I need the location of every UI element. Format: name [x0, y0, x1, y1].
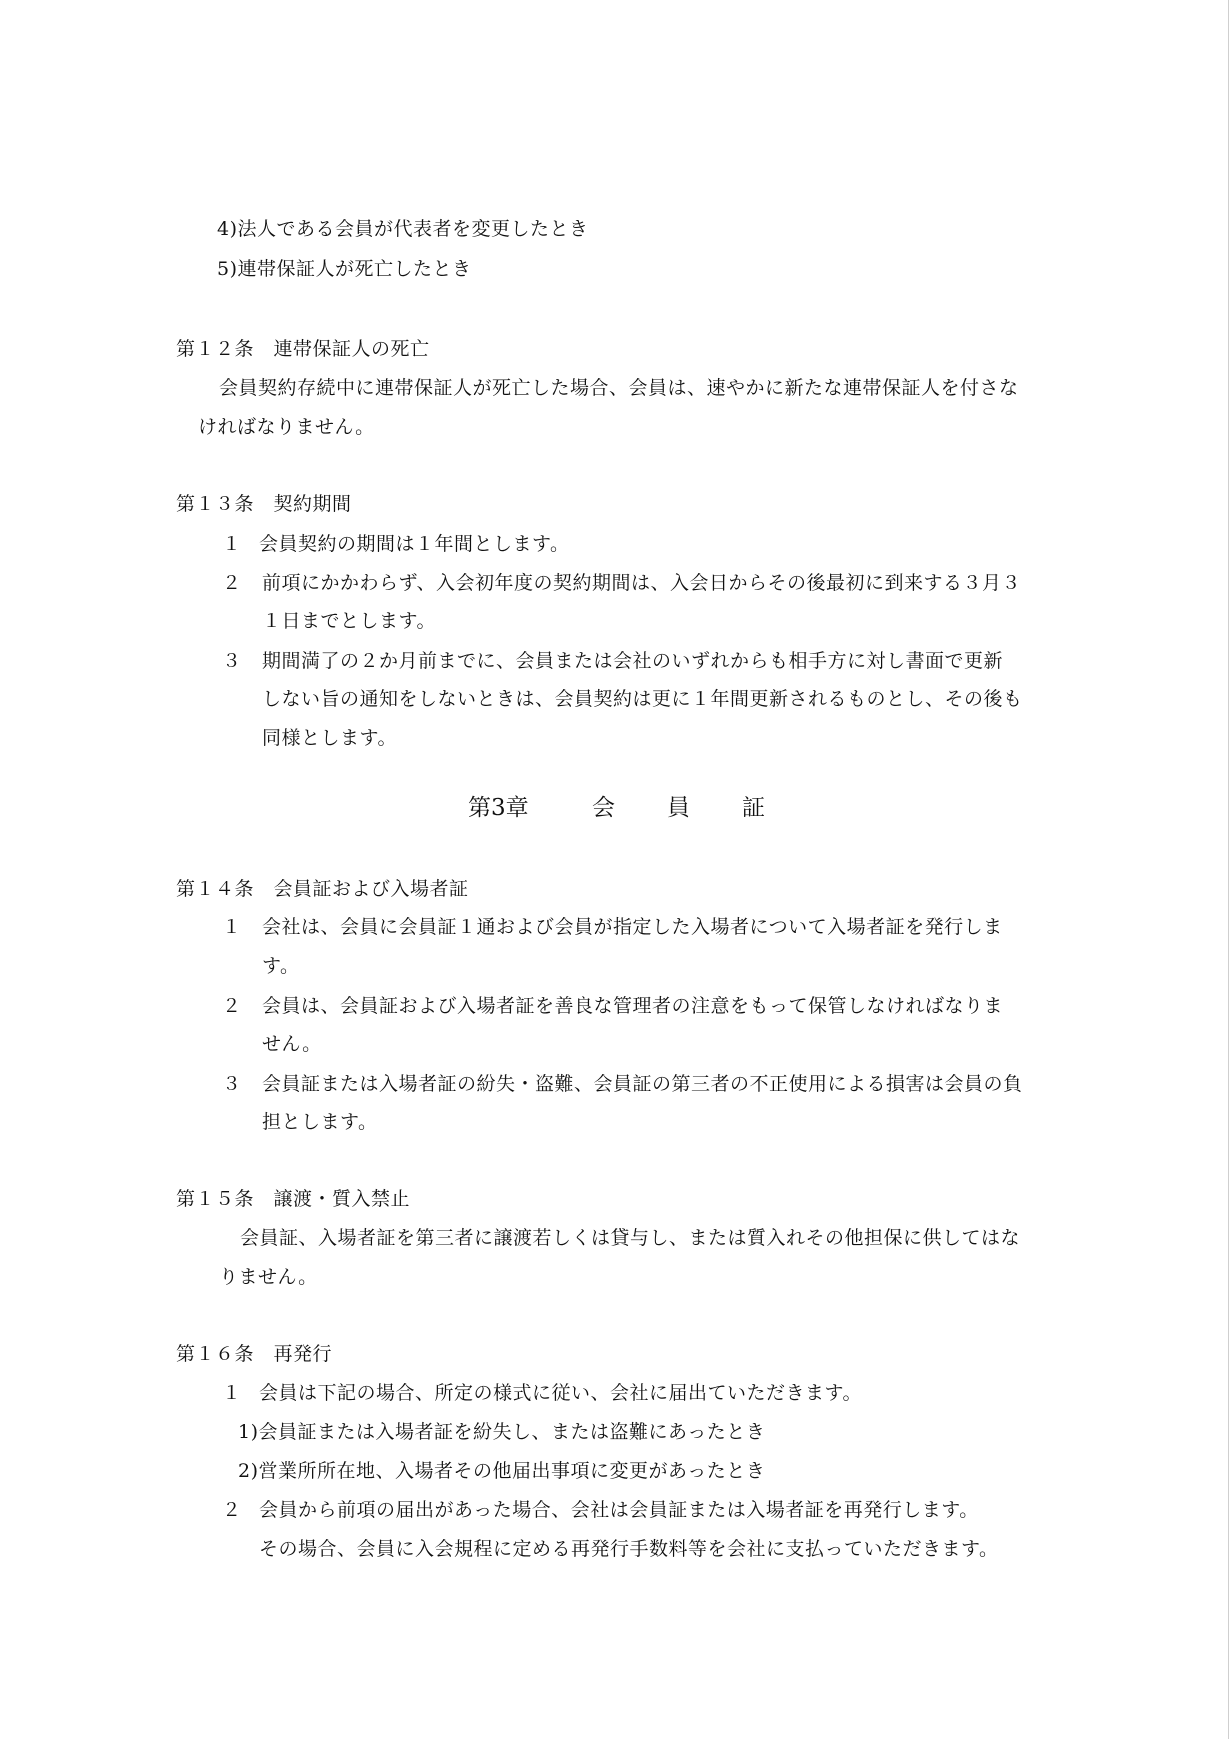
list-item: 1)会員証または入場者証を紛失し、または盗難にあったとき	[238, 1421, 766, 1443]
paragraph-number: ３	[222, 650, 242, 672]
paragraph-line: 前項にかかわらず、入会初年度の契約期間は、入会日からその後最初に到来する３月３	[262, 572, 1021, 594]
paragraph-number: １	[222, 1382, 242, 1404]
paragraph-line: 会員契約の期間は１年間とします。	[259, 533, 570, 555]
paragraph-number: １	[222, 533, 242, 555]
paragraph-line: せん。	[262, 1033, 322, 1055]
paragraph-line: 会員は下記の場合、所定の様式に従い、会社に届出ていただきます。	[259, 1382, 862, 1404]
paragraph-line: 会員証または入場者証の紛失・盗難、会員証の第三者の不正使用による損害は会員の負	[262, 1073, 1023, 1095]
chapter-number: 第3章	[468, 795, 529, 821]
paragraph-number: ２	[222, 995, 242, 1017]
article-body-line: りません。	[219, 1266, 318, 1288]
paragraph-line: 会社は、会員に会員証１通および会員が指定した入場者について入場者証を発行しま	[262, 916, 1003, 938]
paragraph-number: ２	[222, 572, 242, 594]
paragraph-line: 同様とします。	[262, 727, 397, 749]
paragraph-line: その場合、会員に入会規程に定める再発行手数料等を会社に支払っていただきます。	[259, 1538, 999, 1560]
article-body-line: 会員証、入場者証を第三者に譲渡若しくは貸与し、または質入れその他担保に供してはな	[240, 1227, 1021, 1249]
chapter-title-char: 員	[667, 795, 690, 821]
article-heading: 第１３条 契約期間	[176, 493, 352, 515]
paragraph-line: １日までとします。	[262, 610, 436, 632]
chapter-title-char: 証	[742, 795, 765, 821]
paragraph-line: 担とします。	[262, 1111, 378, 1133]
paragraph-number: １	[222, 916, 242, 938]
article-body-line: 会員契約存続中に連帯保証人が死亡した場合、会員は、速やかに新たな連帯保証人を付さな	[219, 377, 1019, 399]
article-heading: 第１２条 連帯保証人の死亡	[176, 338, 430, 360]
paragraph-line: す。	[262, 955, 300, 977]
list-item: 5)連帯保証人が死亡したとき	[217, 258, 472, 280]
article-heading: 第１４条 会員証および入場者証	[176, 878, 469, 900]
article-heading: 第１５条 譲渡・質入禁止	[176, 1188, 411, 1210]
paragraph-number: ２	[222, 1499, 242, 1521]
paragraph-number: ３	[222, 1073, 242, 1095]
paragraph-line: しない旨の通知をしないときは、会員契約は更に１年間更新されるものとし、その後も	[262, 688, 1023, 710]
list-item: 2)営業所所在地、入場者その他届出事項に変更があったとき	[238, 1460, 766, 1482]
chapter-title-char: 会	[592, 795, 615, 821]
list-item: 4)法人である会員が代表者を変更したとき	[217, 218, 589, 240]
paragraph-line: 会員は、会員証および入場者証を善良な管理者の注意をもって保管しなければなりま	[262, 995, 1004, 1017]
chapter-title	[0, 793, 1229, 823]
article-heading: 第１６条 再発行	[176, 1343, 333, 1365]
paragraph-line: 期間満了の２か月前までに、会員または会社のいずれからも相手方に対し書面で更新	[262, 650, 1004, 672]
paragraph-line: 会員から前項の届出があった場合、会社は会員証または入場者証を再発行します。	[259, 1499, 979, 1521]
article-body-line: ければなりません。	[198, 416, 375, 438]
